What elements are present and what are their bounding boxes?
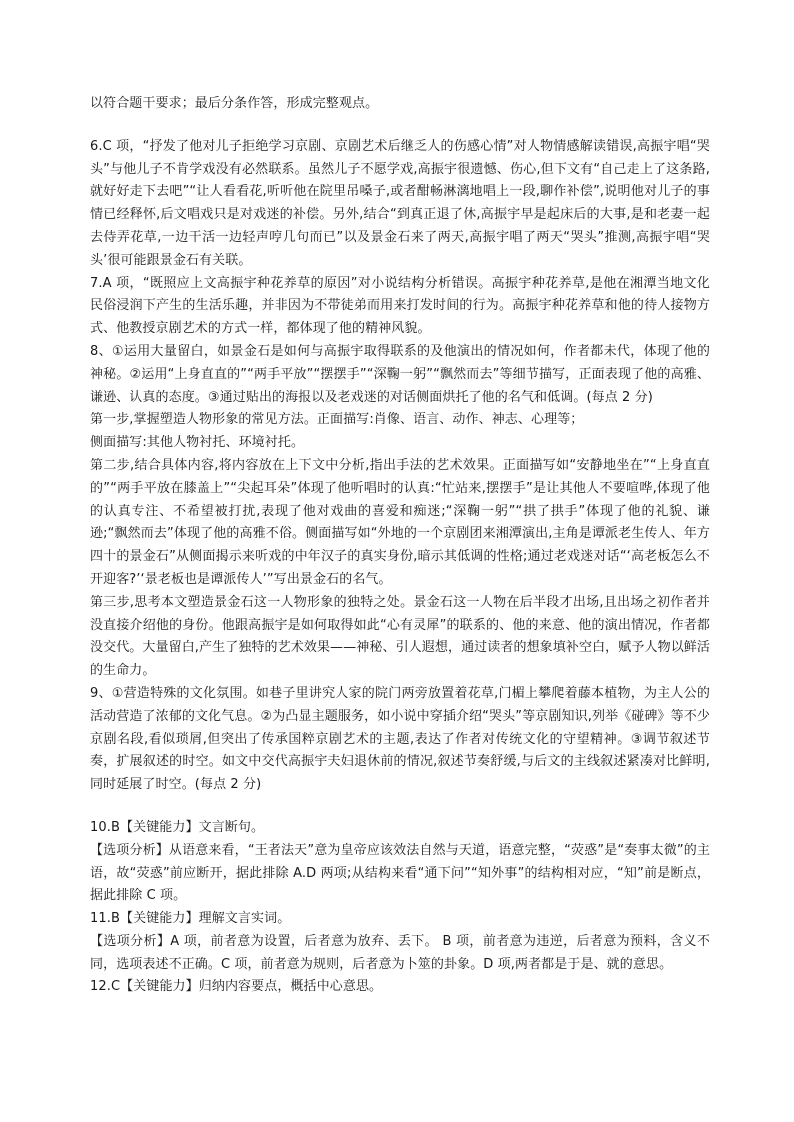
paragraph: 第一步,掌握塑造人物形象的常见方法。正面描写:肖像、语言、动作、神志、心理等； xyxy=(90,412,584,428)
paragraph: 9、①营造特殊的文化氛围。如巷子里讲究人家的院门两旁放置着花草,门楣上攀爬着藤本植物，为主人公的活动营造了浓郁的文化气息。②为凸显主题服务，如小说中穿插介绍“哭头”等京剧知识,列举《碰碑》等不少京剧名段,看似琐屑,但突出了传承国粹京剧艺术的主题,表达了作者对传统文化的守望精神。③调节叙述节奏，扩展叙述的时空。如文中交代高振宇夫妇退休前的情况,叙述节奏舒缓,与后文的主线叙述紧凑对比鲜明,同时延展了时空。(每点 2 分) xyxy=(90,685,710,793)
paragraph: 第二步,结合具体内容,将内容放在上下文中分析,指出手法的艺术效果。正面描写如“安静地坐在”“上身直直的”“两手平放在膝盖上”“尖起耳朵”体现了他听唱时的认真:“忙站来,摆摆手”是让其他人不要喧哗,体现了他的认真专注、不希望被打扰,表现了他对戏曲的喜爱和痴迷;“深鞠一躬”“拱了拱手”体现了他的礼貌、谦逊;“飘然而去”体现了他的高雅不俗。侧面描写如“外地的一个京剧团来湘潭演出,主角是谭派老生传人、年方四十的景金石”从侧面揭示来听戏的中年汉子的真实身份,暗示其低调的性格;通过老戏迷对话“‘高老板怎么不开迎客?’‘景老板也是谭派传人’”写出景金石的名气。 xyxy=(90,457,710,587)
paragraph: 6.C 项，“抒发了他对儿子拒绝学习京剧、京剧艺术后继乏人的伤感心情”对人物情感解读错误,高振宇唱“哭头”与他儿子不肯学戏没有必然联系。虽然儿子不愿学戏,高振宇很遗憾、伤心,但下文有“自己走上了这条路,就好好走下去吧”“让人看看花,听听他在院里吊嗓子,或者酣畅淋漓地唱上一段,聊作补偿”,说明他对儿子的事情已经释怀,后文唱戏只是对戏迷的补偿。另外,结合“到真正退了休,高振宇早是起床后的大事,是和老妻一起去侍弄花草,一边干活一边轻声哼几句而已”以及景金石来了两天,高振宇唱了两天“哭头”推测,高振宇唱“哭头’很可能跟景金石有关联。 xyxy=(90,138,710,268)
paragraph: 侧面描写:其他人物衬托、环境衬托。 xyxy=(90,435,305,451)
paragraph: 【选项分析】从语意来看，“王者法天”意为皇帝应该效法自然与天道，语意完整，“荧惑”是“奏事太微”的主语，故“荧惑”前应断开，据此排除 A.D 两项;从结构来看“通下问”“知外事”的结构相对应，“知”前是断点，据此排除 C 项。 xyxy=(90,842,710,904)
paragraph: 【选项分析】A 项，前者意为设置，后者意为放弃、丢下。 B 项，前者意为违逆，后者意为预料，含义不同，选项表述不正确。C 项，前者意为规则，后者意为卜筮的卦象。D 项,两者都是于是、就的意思。 xyxy=(90,933,710,972)
document-body xyxy=(90,93,710,999)
paragraph: 10.B【关键能力】文言断句。 xyxy=(90,819,265,835)
paragraph: 11.B【关键能力】理解文言实词。 xyxy=(90,911,291,927)
paragraph: 12.C【关键能力】归纳内容要点，概括中心意思。 xyxy=(90,979,383,995)
paragraph: 以符合题干要求；最后分条作答，形成完整观点。 xyxy=(90,96,379,111)
paragraph: 第三步,思考本文塑造景金石这一人物形象的独特之处。景金石这一人物在后半段才出场,且出场之初作者并没直接介绍他的身份。他跟高振宇是如何取得如此“心有灵犀”的联系的、他的来意、他的演出情况，作者都没交代。大量留白,产生了独特的艺术效果——神秘、引人遐想，通过读者的想象填补空白，赋予人物以鲜活的生命力。 xyxy=(90,594,710,679)
paragraph: 7.A 项，“既照应上文高振宇种花养草的原因”对小说结构分析错误。高振宇种花养草,是他在湘潭当地文化民俗浸润下产生的生活乐趣，并非因为不带徒弟而用来打发时间的行为。高振宇种花养草和他的待人接物方式、他教授京剧艺术的方式一样，都体现了他的精神风貌。 xyxy=(90,275,710,337)
paragraph: 8、①运用大量留白，如景金石是如何与高振宇取得联系的及他演出的情况如何，作者都未代，体现了他的神秘。②运用“上身直直的”“两手平放”“摆摆手”“深鞠一躬”“飘然而去”等细节描写，正面表现了他的高雅、谦逊、认真的态度。③通过贴出的海报以及老戏迷的对话侧面烘托了他的名气和低调。(每点 2 分) xyxy=(90,343,710,405)
